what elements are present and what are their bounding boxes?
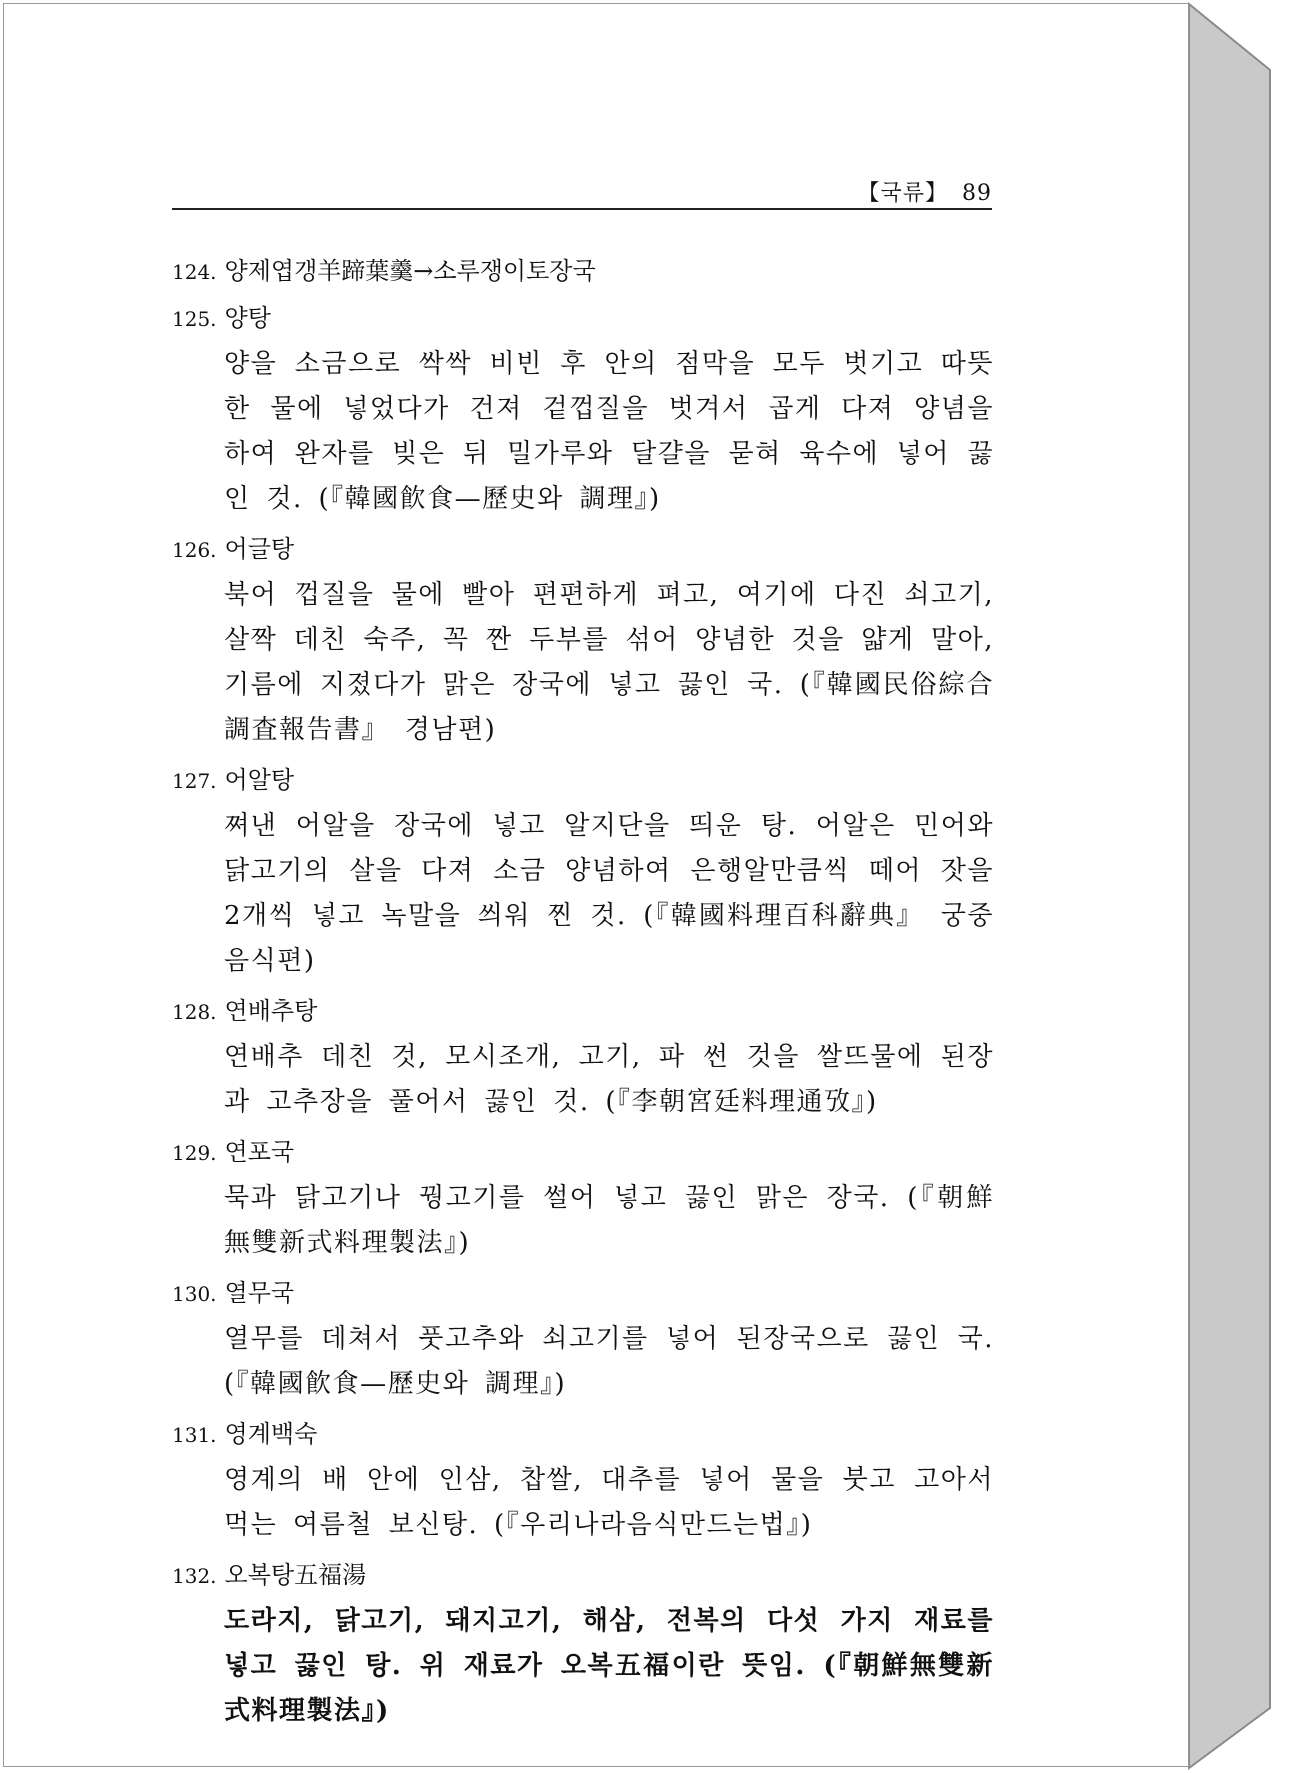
page-number: 89	[962, 181, 992, 206]
entry-131	[172, 1411, 992, 1548]
entry-title	[172, 757, 992, 804]
entry-124	[172, 248, 992, 295]
entry-heading: 오복탕五福湯	[224, 1561, 367, 1589]
header-rule	[172, 208, 992, 210]
entry-number: 128.	[172, 1000, 217, 1024]
entry-heading: 연배추탕	[224, 997, 318, 1025]
entry-heading: 연포국	[224, 1138, 295, 1166]
entry-number: 129.	[172, 1141, 217, 1165]
entry-129	[172, 1129, 992, 1266]
entry-description: 양을 소금으로 싹싹 비빈 후 안의 점막을 모두 벗기고 따뜻한 물에 넣었다가 건져 겉껍질을 벗겨서 곱게 다져 양념을 하여 완자를 빚은 뒤 밀가루와 달걀을 묻혀 육수에 넣어 끓인 것. (『韓國飮食—歷史와 調理』)	[224, 349, 994, 514]
entry-number: 125.	[172, 307, 217, 331]
entry-128	[172, 988, 992, 1125]
entry-125	[172, 295, 992, 522]
entry-description: 영계의 배 안에 인삼, 찹쌀, 대추를 넣어 물을 붓고 고아서 먹는 여름철 보신탕. (『우리나라음식만드는법』)	[224, 1465, 994, 1540]
entry-title	[172, 1270, 992, 1317]
entry-number: 130.	[172, 1282, 217, 1306]
entry-list	[172, 248, 992, 1734]
entry-description: 묵과 닭고기나 꿩고기를 썰어 넣고 끓인 맑은 장국. (『朝鮮無雙新式料理製法』)	[224, 1183, 994, 1258]
section-title: 【국류】	[857, 181, 948, 206]
entry-number: 132.	[172, 1564, 217, 1588]
entry-description: 북어 껍질을 물에 빨아 편편하게 펴고, 여기에 다진 쇠고기, 살짝 데친 숙주, 꼭 짠 두부를 섞어 양념한 것을 얇게 말아, 기름에 지졌다가 맑은 장국에 넣고 끓인 국. (『韓國民俗綜合調査報告書』 경남편)	[224, 580, 994, 745]
page-header	[172, 176, 992, 210]
entry-description: 도라지, 닭고기, 돼지고기, 해삼, 전복의 다섯 가지 재료를 넣고 끓인 탕. 위 재료가 오복五福이란 뜻임. (『朝鮮無雙新式料理製法』)	[224, 1606, 994, 1726]
entry-number: 126.	[172, 538, 217, 562]
entry-title	[172, 1411, 992, 1458]
entry-heading: 어글탕	[224, 535, 295, 563]
entry-number: 124.	[172, 260, 217, 284]
entry-title	[172, 988, 992, 1035]
entry-title	[172, 1129, 992, 1176]
entry-description: 쪄낸 어알을 장국에 넣고 알지단을 띄운 탕. 어알은 민어와 닭고기의 살을 다져 소금 양념하여 은행알만큼씩 떼어 잣을 2개씩 넣고 녹말을 씌워 찐 것. (『韓國料理百科辭典』 궁중음식편)	[224, 811, 994, 976]
entry-title	[172, 1552, 992, 1599]
entry-126	[172, 526, 992, 753]
entry-heading: 어알탕	[224, 766, 295, 794]
entry-description: 연배추 데친 것, 모시조개, 고기, 파 썬 것을 쌀뜨물에 된장과 고추장을 풀어서 끓인 것. (『李朝宮廷料理通攷』)	[224, 1042, 994, 1117]
entry-heading: 영계백숙	[224, 1420, 318, 1448]
entry-heading: 양탕	[224, 304, 271, 332]
entry-heading: 열무국	[224, 1279, 295, 1307]
entry-title	[172, 248, 992, 295]
entry-number: 131.	[172, 1423, 217, 1447]
entry-127	[172, 757, 992, 984]
entry-title	[172, 526, 992, 573]
entry-description: 열무를 데쳐서 풋고추와 쇠고기를 넣어 된장국으로 끓인 국. (『韓國飮食—歷史와 調理』)	[224, 1324, 994, 1399]
entry-130	[172, 1270, 992, 1407]
entry-title	[172, 295, 992, 342]
entry-heading: 양제엽갱羊蹄葉羹→소루쟁이토장국	[224, 257, 596, 285]
entry-number: 127.	[172, 769, 217, 793]
entry-132	[172, 1552, 992, 1734]
